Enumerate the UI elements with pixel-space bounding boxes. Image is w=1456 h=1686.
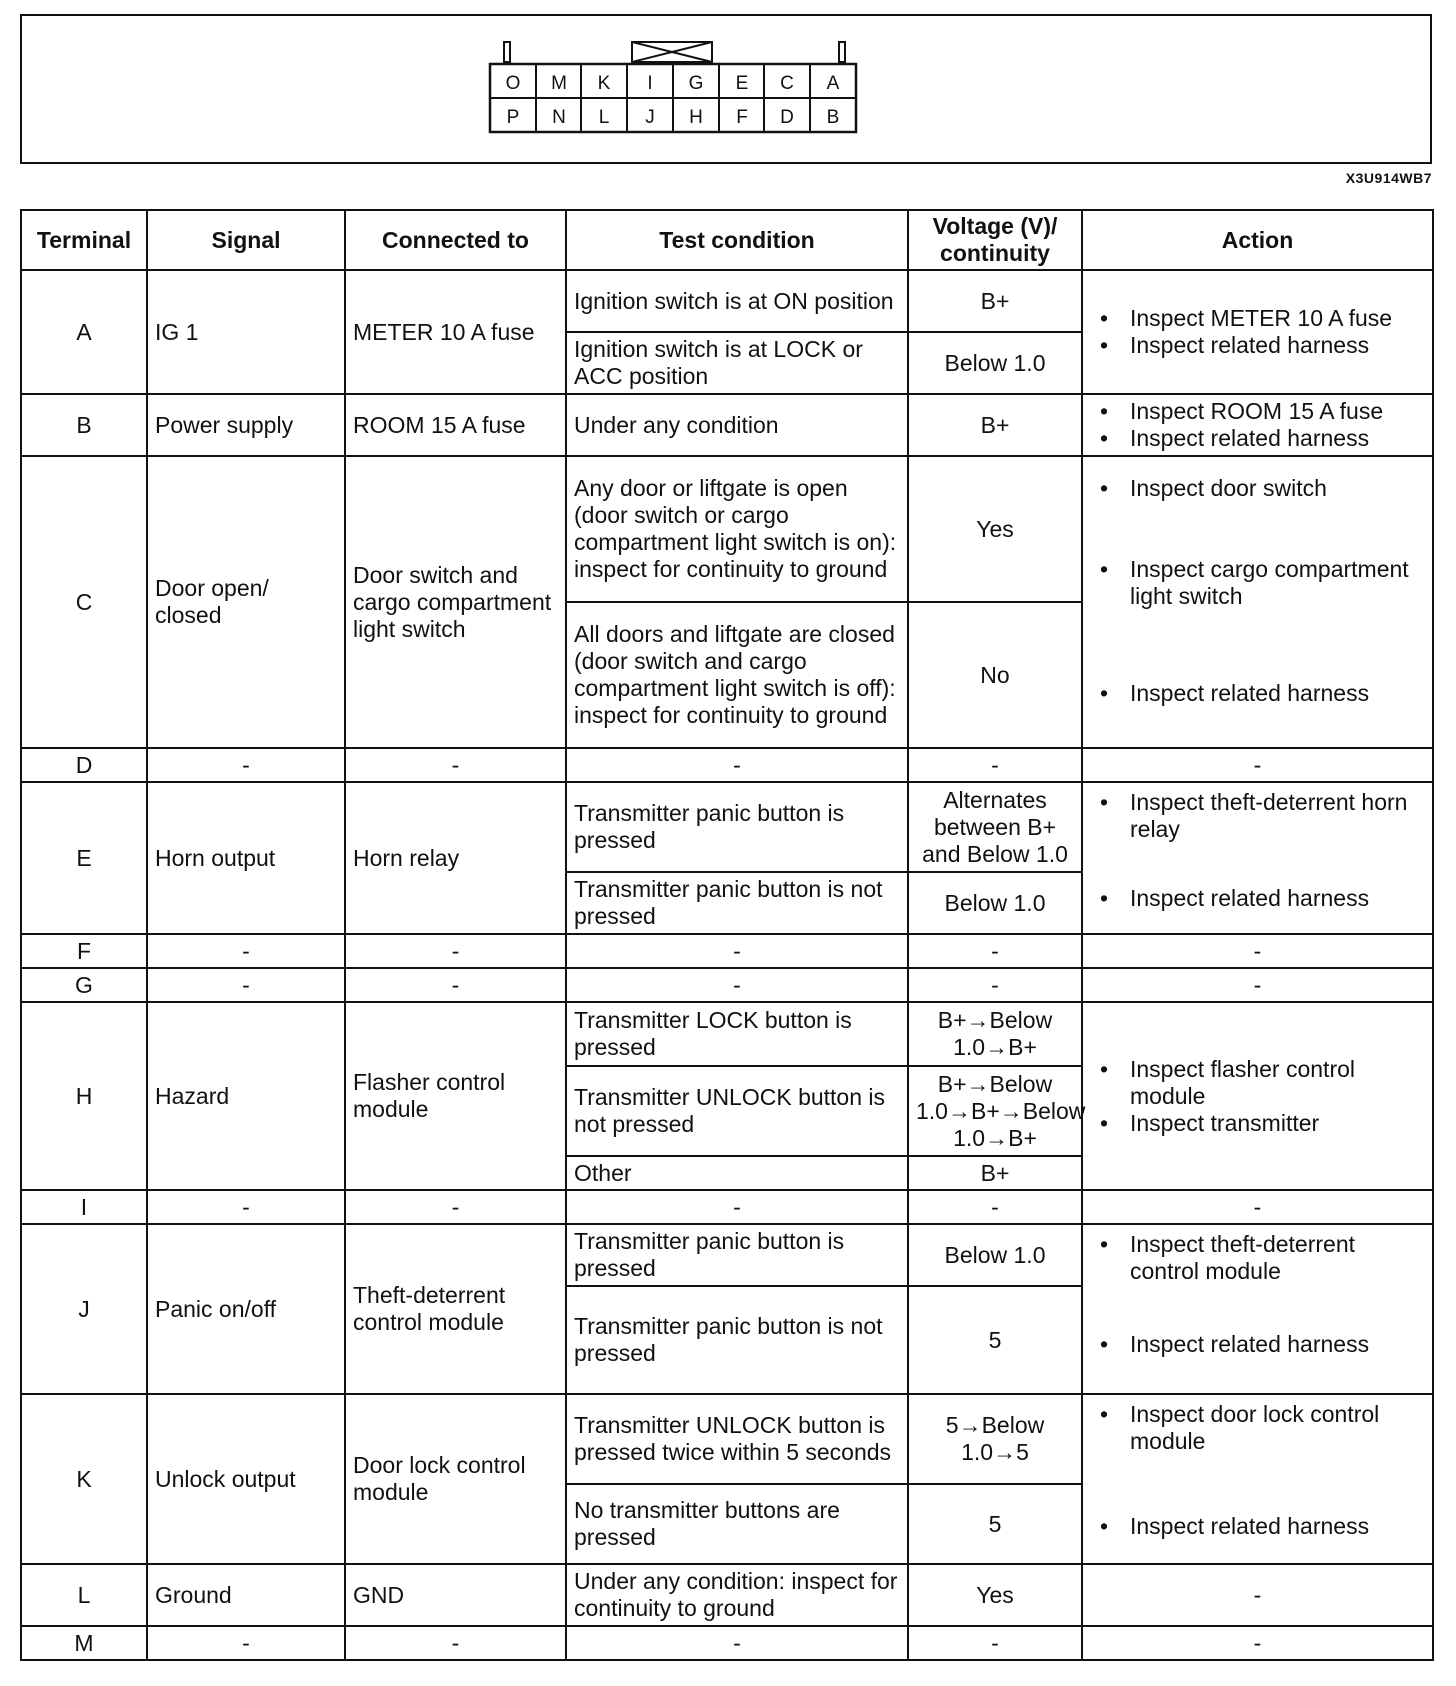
action-cell <box>1082 270 1433 394</box>
terminal-cell: E <box>21 782 147 934</box>
condition-cell: Transmitter LOCK button is pressed <box>566 1002 908 1066</box>
action-item: • Inspect door lock control module <box>1090 1401 1425 1455</box>
condition-cell: - <box>566 968 908 1002</box>
signal-cell: Panic on/off <box>147 1224 345 1394</box>
voltage-cell: B+→Below 1.0→B+→Below 1.0→B+ <box>908 1066 1082 1156</box>
signal-cell: Unlock output <box>147 1394 345 1564</box>
signal-cell: Hazard <box>147 1002 345 1190</box>
pin-O: O <box>505 73 521 94</box>
action-cell <box>1082 456 1433 748</box>
pin-M: M <box>551 73 567 94</box>
action-cell: - <box>1082 1190 1433 1224</box>
condition-cell: - <box>566 934 908 968</box>
table-row <box>21 1394 1433 1484</box>
connected-cell: Flasher control module <box>345 1002 566 1190</box>
action-cell <box>1082 1224 1433 1394</box>
signal-cell: - <box>147 934 345 968</box>
pin-B: B <box>826 107 840 128</box>
voltage-cell: 5→Below 1.0→5 <box>908 1394 1082 1484</box>
terminal-cell: L <box>21 1564 147 1626</box>
terminal-cell: G <box>21 968 147 1002</box>
terminal-cell: D <box>21 748 147 782</box>
connected-cell: METER 10 A fuse <box>345 270 566 394</box>
terminal-cell: K <box>21 1394 147 1564</box>
voltage-cell: Yes <box>908 1564 1082 1626</box>
condition-cell: Under any condition <box>566 394 908 456</box>
condition-cell: Transmitter panic button is pressed <box>566 782 908 872</box>
condition-cell: Transmitter UNLOCK button is not pressed <box>566 1066 908 1156</box>
voltage-cell: - <box>908 748 1082 782</box>
action-item: • Inspect related harness <box>1090 425 1425 452</box>
table-row <box>21 1002 1433 1066</box>
table-row <box>21 456 1433 602</box>
action-item: • Inspect flasher control module <box>1090 1056 1425 1110</box>
pin-G: G <box>688 73 704 94</box>
signal-cell: - <box>147 1190 345 1224</box>
terminal-cell: H <box>21 1002 147 1190</box>
terminal-inspection-table <box>20 209 1434 1661</box>
condition-cell: Transmitter panic button is not pressed <box>566 872 908 934</box>
action-item: • Inspect METER 10 A fuse <box>1090 305 1425 332</box>
connector-diagram <box>20 14 1432 164</box>
action-cell <box>1082 1002 1433 1190</box>
voltage-cell: - <box>908 934 1082 968</box>
table-row <box>21 934 1433 968</box>
signal-cell: - <box>147 748 345 782</box>
condition-cell: Ignition switch is at LOCK or ACC position <box>566 332 908 394</box>
condition-cell: Transmitter UNLOCK button is pressed twice within 5 seconds <box>566 1394 908 1484</box>
action-item: • Inspect related harness <box>1090 885 1425 912</box>
pin-N: N <box>552 107 566 128</box>
action-item: • Inspect transmitter <box>1090 1110 1425 1137</box>
table-row <box>21 1224 1433 1286</box>
connected-cell: Theft-deterrent control module <box>345 1224 566 1394</box>
condition-cell: Any door or liftgate is open (door switch or cargo compartment light switch is on): inspect for continuity to ground <box>566 456 908 602</box>
connected-cell: Door lock control module <box>345 1394 566 1564</box>
header-connected-to: Connected to <box>345 210 566 270</box>
pin-H: H <box>689 107 703 128</box>
action-cell <box>1082 782 1433 934</box>
condition-cell: - <box>566 1626 908 1660</box>
left-latch <box>504 42 510 62</box>
header-test-condition: Test condition <box>566 210 908 270</box>
action-cell <box>1082 1394 1433 1564</box>
connected-cell: GND <box>345 1564 566 1626</box>
condition-cell: Transmitter panic button is not pressed <box>566 1286 908 1394</box>
terminal-cell: C <box>21 456 147 748</box>
table-row <box>21 1190 1433 1224</box>
connector-key <box>632 42 712 62</box>
connected-cell: - <box>345 968 566 1002</box>
header-voltage: Voltage (V)/ continuity <box>908 210 1082 270</box>
voltage-cell: B+→Below 1.0→B+ <box>908 1002 1082 1066</box>
connector-drawing <box>22 16 1434 166</box>
signal-cell: Ground <box>147 1564 345 1626</box>
table-row <box>21 270 1433 332</box>
action-item: • Inspect cargo compartment light switch <box>1090 556 1425 610</box>
connected-cell: Horn relay <box>345 782 566 934</box>
voltage-cell: Alternates between B+ and Below 1.0 <box>908 782 1082 872</box>
connected-cell: - <box>345 1626 566 1660</box>
action-item: • Inspect theft-deterrent control module <box>1090 1231 1425 1285</box>
connected-cell: - <box>345 1190 566 1224</box>
action-item: • Inspect related harness <box>1090 680 1425 707</box>
terminal-cell: J <box>21 1224 147 1394</box>
pin-J: J <box>645 107 655 128</box>
action-item: • Inspect door switch <box>1090 475 1425 502</box>
terminal-cell: A <box>21 270 147 394</box>
signal-cell: Door open/ closed <box>147 456 345 748</box>
terminal-cell: F <box>21 934 147 968</box>
pin-L: L <box>598 107 610 128</box>
action-cell: - <box>1082 968 1433 1002</box>
table-row <box>21 782 1433 872</box>
terminal-cell: I <box>21 1190 147 1224</box>
table-row <box>21 968 1433 1002</box>
connected-cell: - <box>345 748 566 782</box>
connected-cell: ROOM 15 A fuse <box>345 394 566 456</box>
action-cell <box>1082 394 1433 456</box>
voltage-cell: 5 <box>908 1484 1082 1564</box>
voltage-cell: - <box>908 968 1082 1002</box>
header-action: Action <box>1082 210 1433 270</box>
signal-cell: Power supply <box>147 394 345 456</box>
table-row <box>21 748 1433 782</box>
voltage-cell: - <box>908 1190 1082 1224</box>
table-row <box>21 394 1433 456</box>
pin-A: A <box>826 73 840 94</box>
action-item: • Inspect theft-deterrent horn relay <box>1090 789 1425 843</box>
condition-cell: Ignition switch is at ON position <box>566 270 908 332</box>
action-item: • Inspect related harness <box>1090 332 1425 359</box>
voltage-cell: B+ <box>908 1156 1082 1190</box>
condition-cell: Other <box>566 1156 908 1190</box>
pin-P: P <box>506 107 520 128</box>
action-item: • Inspect related harness <box>1090 1331 1425 1358</box>
table-row <box>21 1626 1433 1660</box>
voltage-cell: Below 1.0 <box>908 332 1082 394</box>
voltage-cell: B+ <box>908 270 1082 332</box>
terminal-cell: B <box>21 394 147 456</box>
action-item: • Inspect related harness <box>1090 1513 1425 1540</box>
pin-E: E <box>735 73 749 94</box>
action-cell: - <box>1082 748 1433 782</box>
header-terminal: Terminal <box>21 210 147 270</box>
voltage-cell: 5 <box>908 1286 1082 1394</box>
header-signal: Signal <box>147 210 345 270</box>
terminal-cell: M <box>21 1626 147 1660</box>
voltage-cell: B+ <box>908 394 1082 456</box>
voltage-cell: No <box>908 602 1082 748</box>
voltage-cell: Yes <box>908 456 1082 602</box>
action-item: • Inspect ROOM 15 A fuse <box>1090 398 1425 425</box>
condition-cell: All doors and liftgate are closed (door switch and cargo compartment light switch is off): inspect for continuity to ground <box>566 602 908 748</box>
figure-code: X3U914WB7 <box>1345 170 1432 186</box>
condition-cell: No transmitter buttons are pressed <box>566 1484 908 1564</box>
signal-cell: Horn output <box>147 782 345 934</box>
action-cell: - <box>1082 934 1433 968</box>
pin-F: F <box>736 107 748 128</box>
connected-cell: - <box>345 934 566 968</box>
voltage-cell: Below 1.0 <box>908 872 1082 934</box>
action-cell: - <box>1082 1564 1433 1626</box>
condition-cell: - <box>566 1190 908 1224</box>
voltage-cell: Below 1.0 <box>908 1224 1082 1286</box>
table-row <box>21 1564 1433 1626</box>
pin-K: K <box>597 73 611 94</box>
header-row <box>21 210 1433 270</box>
action-cell: - <box>1082 1626 1433 1660</box>
right-latch <box>839 42 845 62</box>
pin-D: D <box>780 107 794 128</box>
condition-cell: Transmitter panic button is pressed <box>566 1224 908 1286</box>
signal-cell: - <box>147 1626 345 1660</box>
connected-cell: Door switch and cargo compartment light switch <box>345 456 566 748</box>
pin-C: C <box>780 73 794 94</box>
condition-cell: Under any condition: inspect for continuity to ground <box>566 1564 908 1626</box>
pin-I: I <box>647 73 653 94</box>
voltage-cell: - <box>908 1626 1082 1660</box>
signal-cell: IG 1 <box>147 270 345 394</box>
condition-cell: - <box>566 748 908 782</box>
signal-cell: - <box>147 968 345 1002</box>
